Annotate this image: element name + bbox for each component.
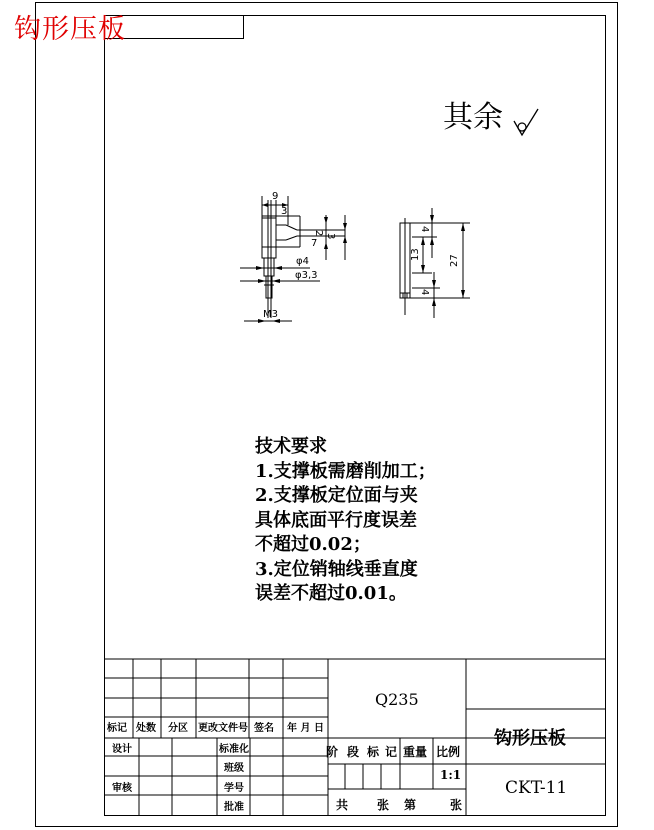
tech-req-line: 1.支撑板需磨削加工； [255,460,436,482]
rev-header-mark: 标记 [107,723,127,734]
tech-req-line: 不超过0.02； [255,534,371,555]
rev-header-signature: 签名 [254,723,274,734]
tech-req-line: 3.定位销轴线垂直度 [255,558,418,580]
stage-header-2: 段 [347,745,360,759]
svg-text:7: 7 [311,238,318,249]
drawing-number: CKT-11 [505,778,568,798]
sheet-total-unit: 张 [377,798,390,812]
tech-req-line: 误差不超过0.01。 [255,583,407,604]
svg-text:M3: M3 [263,309,278,320]
scale-header: 比例 [436,745,461,759]
svg-text:φ4: φ4 [296,256,309,267]
svg-text:4: 4 [419,226,430,233]
label-student-id: 学号 [224,783,244,794]
label-standardization: 标准化 [219,744,249,755]
weight-header: 重量 [403,745,428,759]
label-approve: 批准 [224,802,244,813]
svg-text:13: 13 [410,248,421,261]
material-value: Q235 [375,690,419,709]
svg-text:2: 2 [313,230,324,237]
part-name: 钩形压板 [494,728,566,749]
svg-text:3: 3 [325,233,336,240]
surface-roughness-label: 其余 [443,100,503,135]
scale-value: 1:1 [440,768,462,782]
sheet-total-label: 共 [336,798,349,812]
svg-text:9: 9 [272,191,279,202]
sheet-index-unit: 张 [450,798,463,812]
svg-text:3: 3 [281,206,288,217]
sheet-index-label: 第 [404,798,417,812]
label-design: 设计 [112,744,132,755]
tech-req-heading: 技术要求 [255,436,327,457]
rev-header-change-doc: 更改文件号 [198,723,248,734]
svg-text:φ3,3: φ3,3 [295,270,318,281]
tech-req-line: 2.支撑板定位面与夹 [255,485,418,506]
tech-req-line: 具体底面平行度误差 [255,509,417,531]
svg-text:4: 4 [419,289,430,296]
stage-header-4: 记 [385,745,398,759]
stage-header-1: 阶 [326,745,339,759]
rev-header-zone: 分区 [168,723,188,734]
rev-header-date: 年 月 日 [287,723,324,734]
rev-header-count: 处数 [136,723,156,734]
label-class: 班级 [224,763,244,774]
header-title: 钩形压板 [14,14,126,45]
svg-text:27: 27 [449,254,460,267]
stage-header-3: 标 [367,745,380,759]
label-review: 审核 [112,783,132,794]
